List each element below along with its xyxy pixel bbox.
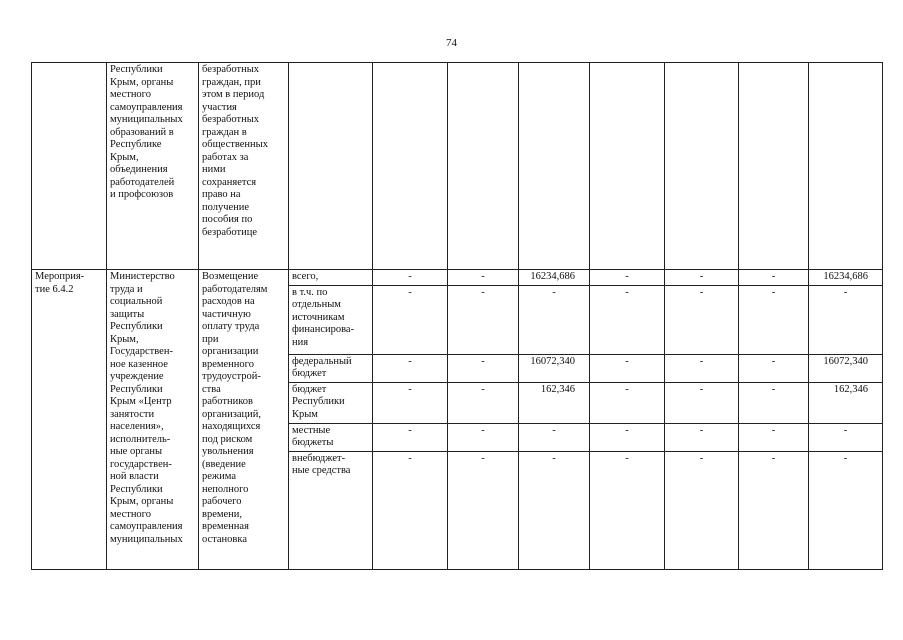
value-cell: - [448, 451, 519, 569]
value-cell: - [448, 354, 519, 382]
value-cell: - [665, 451, 739, 569]
value-cell: - [519, 451, 590, 569]
value-cell: - [448, 423, 519, 451]
value-cell [448, 63, 519, 270]
measure-code-cell [32, 63, 107, 270]
value-cell: 162,346 [519, 382, 590, 423]
value-cell: - [519, 285, 590, 354]
value-cell: - [665, 270, 739, 286]
value-cell: - [739, 382, 809, 423]
source-cell: в т.ч. по отдельным источникам финансирова- ния [289, 285, 373, 354]
value-cell [739, 63, 809, 270]
budget-table [31, 62, 883, 570]
value-cell: - [590, 354, 665, 382]
value-cell: - [519, 423, 590, 451]
value-cell: 16234,686 [519, 270, 590, 286]
source-cell [289, 63, 373, 270]
value-cell: - [448, 382, 519, 423]
description-cell: Возмещение работодателям расходов на частичную оплату труда при организации временного трудоустрой- ства работников организаций, находящихся под риском увольнения (введение режима неполного рабочего времени, временная остановка [199, 270, 289, 570]
executor-cell: Республики Крым, органы местного самоуправления муниципальных образований в Республике Крым, объединения работодателей и профсоюзов [107, 63, 199, 270]
value-cell: - [373, 451, 448, 569]
value-cell: - [373, 270, 448, 286]
value-cell: - [739, 423, 809, 451]
value-cell [665, 63, 739, 270]
value-cell: - [590, 382, 665, 423]
source-cell: местные бюджеты [289, 423, 373, 451]
value-cell: - [809, 423, 883, 451]
source-cell: всего, [289, 270, 373, 286]
value-cell: 16072,340 [519, 354, 590, 382]
value-cell: - [448, 270, 519, 286]
value-cell: - [590, 423, 665, 451]
measure-code-cell: Мероприя- тие 6.4.2 [32, 270, 107, 570]
value-cell: - [665, 423, 739, 451]
value-cell: - [590, 451, 665, 569]
value-cell [590, 63, 665, 270]
value-cell: - [665, 354, 739, 382]
source-cell: внебюджет- ные средства [289, 451, 373, 569]
value-cell: 162,346 [809, 382, 883, 423]
value-cell: - [809, 285, 883, 354]
value-cell: - [590, 285, 665, 354]
value-cell: - [739, 451, 809, 569]
source-cell: бюджет Республики Крым [289, 382, 373, 423]
source-cell: федеральный бюджет [289, 354, 373, 382]
value-cell: - [373, 423, 448, 451]
value-cell: - [373, 285, 448, 354]
value-cell: - [739, 285, 809, 354]
value-cell [809, 63, 883, 270]
value-cell: - [739, 354, 809, 382]
value-cell: - [739, 270, 809, 286]
page-number: 74 [446, 37, 457, 49]
value-cell [519, 63, 590, 270]
value-cell [373, 63, 448, 270]
value-cell: 16072,340 [809, 354, 883, 382]
executor-cell: Министерство труда и социальной защиты Республики Крым, Государствен- ное казенное учреждение Республики Крым «Центр занятости населения», исполнитель- ные органы государствен- ной власти Республики Крым, органы местного самоуправления муниципальных [107, 270, 199, 570]
value-cell: - [373, 354, 448, 382]
description-cell: безработных граждан, при этом в период участия безработных граждан в общественных работах за ними сохраняется право на получение пособия по безработице [199, 63, 289, 270]
value-cell: - [448, 285, 519, 354]
value-cell: - [665, 285, 739, 354]
value-cell: - [373, 382, 448, 423]
continued-row [32, 63, 883, 270]
value-cell: - [665, 382, 739, 423]
value-cell: 16234,686 [809, 270, 883, 286]
value-cell: - [590, 270, 665, 286]
table-row [32, 270, 883, 286]
value-cell: - [809, 451, 883, 569]
